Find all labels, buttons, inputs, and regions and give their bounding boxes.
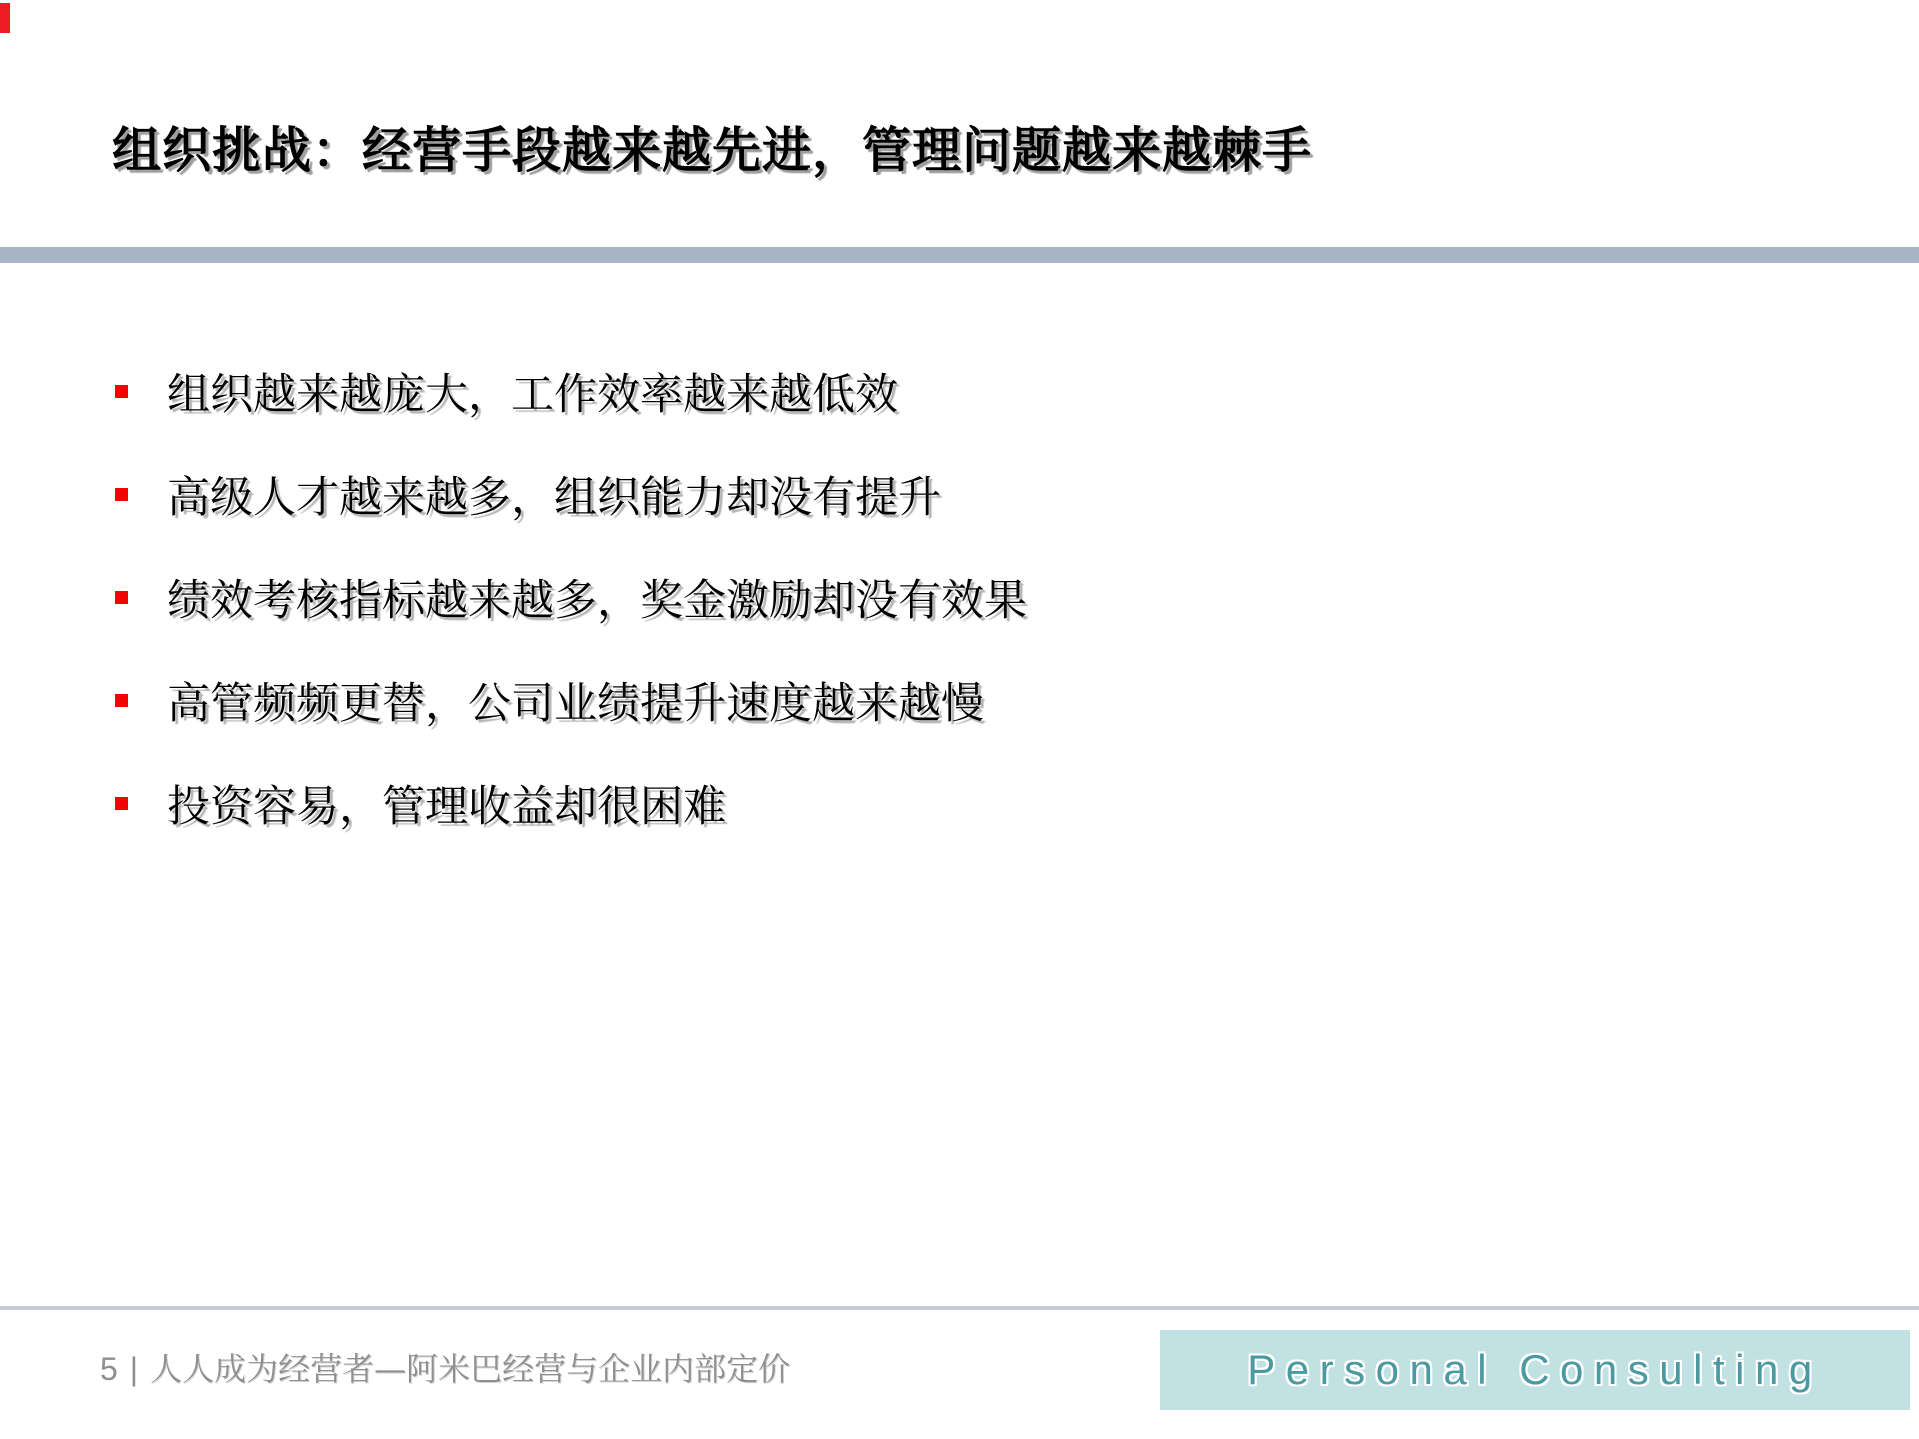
list-item — [115, 780, 1027, 832]
list-item — [115, 471, 1027, 523]
bullet-text: 组织越来越庞大，工作效率越来越低效 — [167, 370, 898, 420]
footer-caption: 人人成为经营者—阿米巴经营与企业内部定价 — [150, 1350, 791, 1388]
bullet-list — [115, 368, 1027, 883]
bullet-square-icon — [115, 385, 128, 398]
bullet-text: 高管频频更替，公司业绩提升速度越来越慢 — [167, 679, 984, 729]
brand-box — [1160, 1330, 1910, 1410]
bullet-text: 高级人才越来越多，组织能力却没有提升 — [167, 473, 941, 523]
footer-rule — [0, 1306, 1919, 1310]
footer — [100, 1344, 790, 1390]
bullet-text: 投资容易，管理收益却很困难 — [167, 782, 726, 832]
bullet-text: 绩效考核指标越来越多，奖金激励却没有效果 — [167, 576, 1027, 626]
footer-separator: | — [129, 1351, 139, 1387]
list-item — [115, 574, 1027, 626]
page-number: 5 — [100, 1351, 118, 1387]
bullet-square-icon — [115, 694, 128, 707]
title-divider — [0, 247, 1919, 263]
list-item — [115, 368, 1027, 420]
bullet-square-icon — [115, 591, 128, 604]
brand-label: Personal Consulting — [1247, 1346, 1823, 1393]
list-item — [115, 677, 1027, 729]
bullet-square-icon — [115, 797, 128, 810]
page-title: 组织挑战：经营手段越来越先进，管理问题越来越棘手 — [112, 121, 1313, 179]
red-accent-stripe — [0, 3, 10, 33]
bullet-square-icon — [115, 488, 128, 501]
